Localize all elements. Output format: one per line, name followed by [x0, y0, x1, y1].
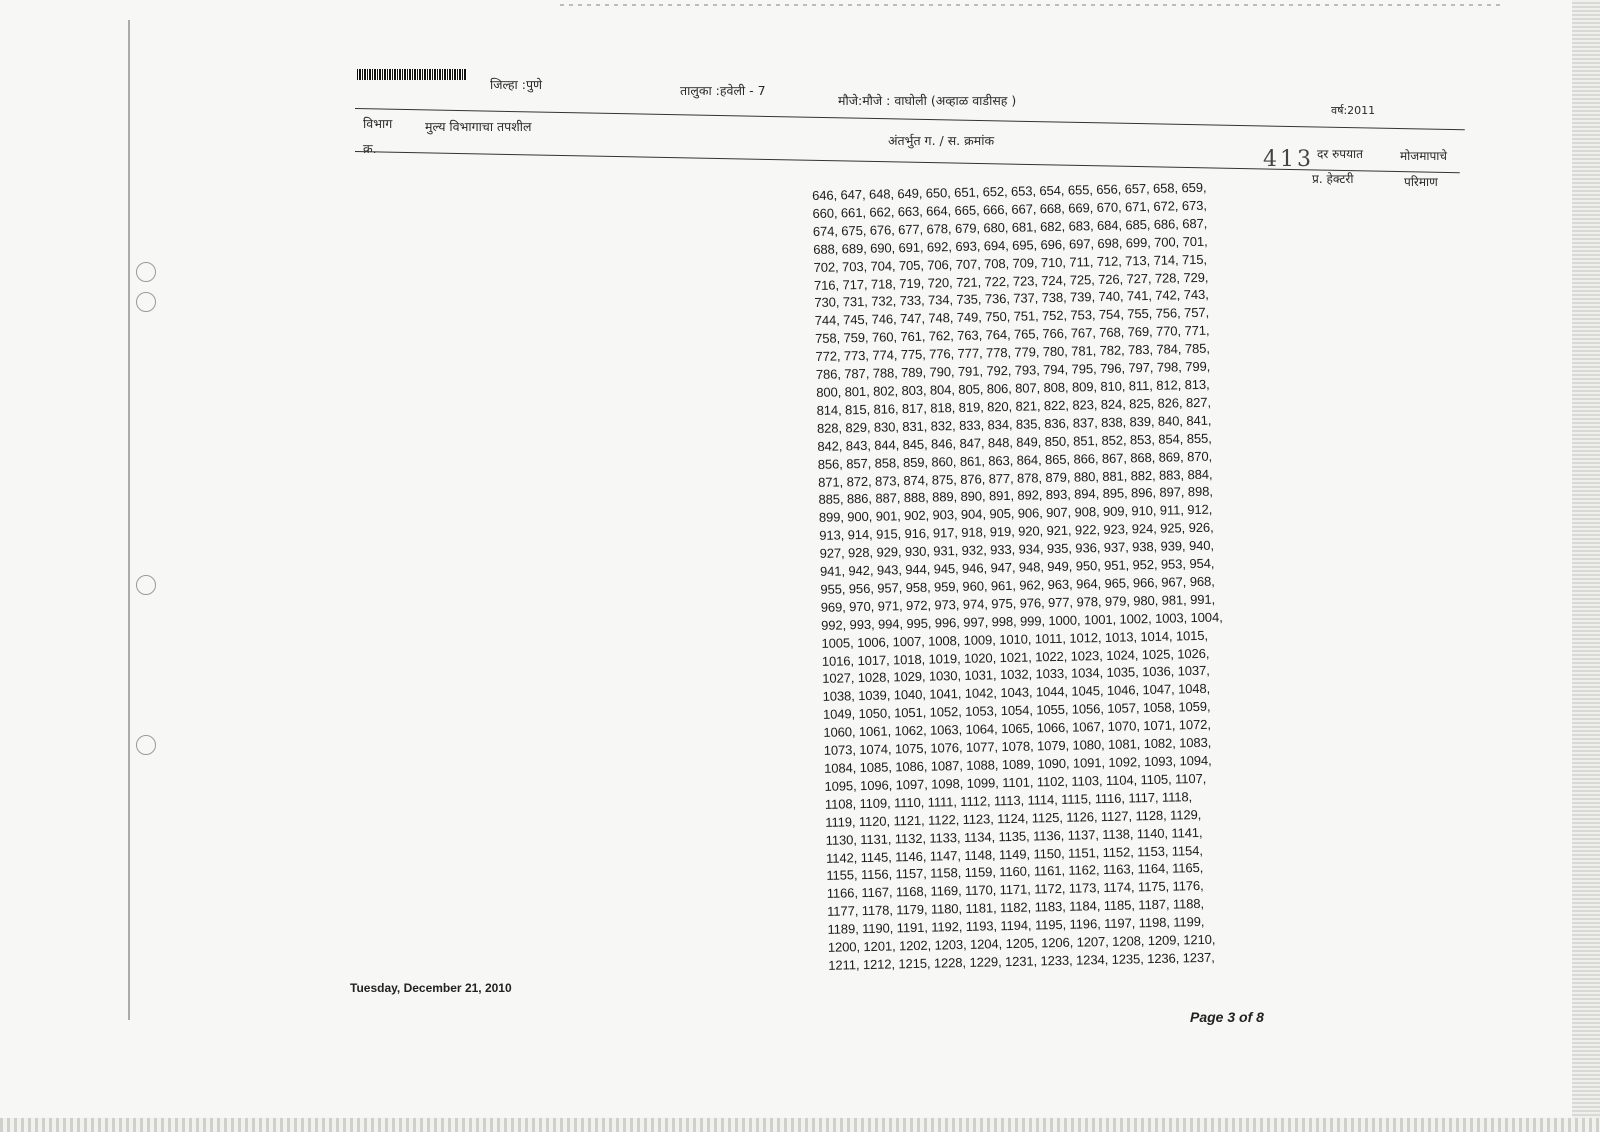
survey-number-line: 1166, 1167, 1168, 1169, 1170, 1171, 1172, 1173, 1174, 1175, 1176,	[826, 878, 1204, 902]
survey-number-line: 1084, 1085, 1086, 1087, 1088, 1089, 1090, 1091, 1092, 1093, 1094,	[824, 752, 1212, 776]
survey-number-line: 688, 689, 690, 691, 692, 693, 694, 695, 696, 697, 698, 699, 700, 701,	[813, 233, 1208, 257]
punch-hole	[136, 735, 156, 755]
survey-number-line: 1108, 1109, 1110, 1111, 1112, 1113, 1114, 1115, 1116, 1117, 1118,	[824, 788, 1193, 812]
survey-number-line: 1211, 1212, 1215, 1228, 1229, 1231, 1233, 1234, 1235, 1236, 1237,	[828, 949, 1215, 973]
survey-number-line: 1005, 1006, 1007, 1008, 1009, 1010, 1011, 1012, 1013, 1014, 1015,	[821, 627, 1209, 651]
scan-right-edge	[1572, 0, 1600, 1132]
punch-hole	[136, 292, 156, 312]
survey-number-line: 856, 857, 858, 859, 860, 861, 863, 864, 865, 866, 867, 868, 869, 870,	[817, 448, 1213, 472]
taluka-label: तालुका :हवेली - 7	[680, 83, 766, 98]
punch-hole	[136, 575, 156, 595]
survey-number-line: 758, 759, 760, 761, 762, 763, 764, 765, 766, 767, 768, 769, 770, 771,	[815, 322, 1210, 347]
binding-line	[128, 20, 130, 1020]
barcode	[357, 69, 467, 80]
survey-number-line: 1177, 1178, 1179, 1180, 1181, 1182, 1183, 1184, 1185, 1187, 1188,	[827, 896, 1205, 920]
section-label: विभाग	[363, 116, 393, 131]
survey-number-line: 828, 829, 830, 831, 832, 833, 834, 835, 836, 837, 838, 839, 840, 841,	[816, 412, 1212, 436]
survey-number-line: 1073, 1074, 1075, 1076, 1077, 1078, 1079, 1080, 1081, 1082, 1083,	[823, 734, 1212, 758]
details-label: मुल्य विभागाचा तपशील	[425, 119, 532, 134]
print-date: Tuesday, December 21, 2010	[350, 981, 512, 995]
survey-number-line: 786, 787, 788, 789, 790, 791, 792, 793, 794, 795, 796, 797, 798, 799,	[815, 358, 1211, 383]
survey-number-line: 716, 717, 718, 719, 720, 721, 722, 723, 724, 725, 726, 727, 728, 729,	[813, 269, 1209, 293]
survey-number-line: 842, 843, 844, 845, 846, 847, 848, 849, 850, 851, 852, 853, 854, 855,	[817, 430, 1212, 454]
survey-number-list	[812, 177, 1308, 975]
survey-number-line: 744, 745, 746, 747, 748, 749, 750, 751, 752, 753, 754, 755, 756, 757,	[814, 305, 1210, 329]
survey-number-line: 1060, 1061, 1062, 1063, 1064, 1065, 1066, 1067, 1070, 1071, 1072,	[823, 716, 1211, 741]
punch-hole	[136, 262, 156, 282]
survey-number-line: 913, 914, 915, 916, 917, 918, 919, 920, 921, 922, 923, 924, 925, 926,	[819, 519, 1214, 544]
survey-number-line: 1027, 1028, 1029, 1030, 1031, 1032, 1033, 1034, 1035, 1036, 1037,	[822, 663, 1210, 687]
survey-number-line: 800, 801, 802, 803, 804, 805, 806, 807, 808, 809, 810, 811, 812, 813,	[816, 376, 1210, 400]
survey-number-line: 955, 956, 957, 958, 959, 960, 961, 962, 963, 964, 965, 966, 967, 968,	[820, 573, 1215, 597]
survey-number-line: 899, 900, 901, 902, 903, 904, 905, 906, 907, 908, 909, 910, 911, 912,	[818, 502, 1213, 526]
village-label: मौजे:मौजे : वाघोली (अव्हाळ वाडीसह )	[838, 93, 1017, 108]
survey-number-line: 814, 815, 816, 817, 818, 819, 820, 821, 822, 823, 824, 825, 826, 827,	[816, 394, 1212, 418]
rate-label: दर रुपयात	[1317, 147, 1363, 161]
survey-number-line: 1200, 1201, 1202, 1203, 1204, 1205, 1206, 1207, 1208, 1209, 1210,	[827, 931, 1216, 955]
included-survey-label: अंतर्भुत ग. / स. क्रमांक	[888, 133, 995, 148]
survey-number-line: 1130, 1131, 1132, 1133, 1134, 1135, 1136, 1137, 1138, 1140, 1141,	[825, 824, 1203, 848]
survey-number-line: 941, 942, 943, 944, 945, 946, 947, 948, 949, 950, 951, 952, 953, 954,	[819, 555, 1215, 579]
year-label: वर्ष:2011	[1331, 104, 1376, 117]
survey-number-line: 871, 872, 873, 874, 875, 876, 877, 878, 879, 880, 881, 882, 883, 884,	[818, 466, 1213, 490]
survey-number-line: 1142, 1145, 1146, 1147, 1148, 1149, 1150, 1151, 1152, 1153, 1154,	[825, 842, 1203, 866]
survey-number-line: 646, 647, 648, 649, 650, 651, 652, 653, 654, 655, 656, 657, 658, 659,	[812, 179, 1207, 203]
scan-top-edge	[560, 4, 1500, 6]
survey-number-line: 772, 773, 774, 775, 776, 777, 778, 779, 780, 781, 782, 783, 784, 785,	[815, 340, 1210, 365]
quantity-label: परिमाण	[1404, 175, 1438, 189]
survey-number-line: 674, 675, 676, 677, 678, 679, 680, 681, 682, 683, 684, 685, 686, 687,	[812, 215, 1208, 239]
survey-number-line: 1189, 1190, 1191, 1192, 1193, 1194, 1195, 1196, 1197, 1198, 1199,	[827, 914, 1205, 937]
survey-number-line: 1016, 1017, 1018, 1019, 1020, 1021, 1022, 1023, 1024, 1025, 1026,	[821, 645, 1210, 669]
survey-number-line: 660, 661, 662, 663, 664, 665, 666, 667, 668, 669, 670, 671, 672, 673,	[812, 197, 1207, 221]
survey-number-line: 885, 886, 887, 888, 889, 890, 891, 892, 893, 894, 895, 896, 897, 898,	[818, 484, 1213, 508]
survey-number-line: 1049, 1050, 1051, 1052, 1053, 1054, 1055, 1056, 1057, 1058, 1059,	[822, 699, 1211, 723]
survey-number-line: 1038, 1039, 1040, 1041, 1042, 1043, 1044, 1045, 1046, 1047, 1048,	[822, 681, 1211, 705]
survey-number-line: 927, 928, 929, 930, 931, 932, 933, 934, 935, 936, 937, 938, 939, 940,	[819, 537, 1215, 562]
survey-number-line: 702, 703, 704, 705, 706, 707, 708, 709, 710, 711, 712, 713, 714, 715,	[813, 251, 1208, 275]
page-number: Page 3 of 8	[1190, 1009, 1264, 1025]
survey-number-line: 969, 970, 971, 972, 973, 974, 975, 976, 977, 978, 979, 980, 981, 991,	[820, 591, 1216, 615]
survey-number-line: 1155, 1156, 1157, 1158, 1159, 1160, 1161, 1162, 1163, 1164, 1165,	[826, 860, 1204, 884]
survey-number-line: 1119, 1120, 1121, 1122, 1123, 1124, 1125, 1126, 1127, 1128, 1129,	[825, 806, 1202, 830]
serial-label: क्र.	[363, 141, 377, 156]
per-hectare-label: प्र. हेक्टरी	[1312, 172, 1354, 186]
survey-number-line: 992, 993, 994, 995, 996, 997, 998, 999, 1000, 1001, 1002, 1003, 1004,	[821, 609, 1223, 633]
survey-number-line: 730, 731, 732, 733, 734, 735, 736, 737, 738, 739, 740, 741, 742, 743,	[814, 287, 1209, 311]
stamp-number: 413	[1263, 147, 1314, 172]
district-label: जिल्हा :पुणे	[490, 77, 543, 92]
measure-label: मोजमापाचे	[1400, 149, 1448, 163]
survey-number-line: 1095, 1096, 1097, 1098, 1099, 1101, 1102, 1103, 1104, 1105, 1107,	[824, 770, 1207, 794]
scan-bottom-edge	[0, 1118, 1600, 1132]
